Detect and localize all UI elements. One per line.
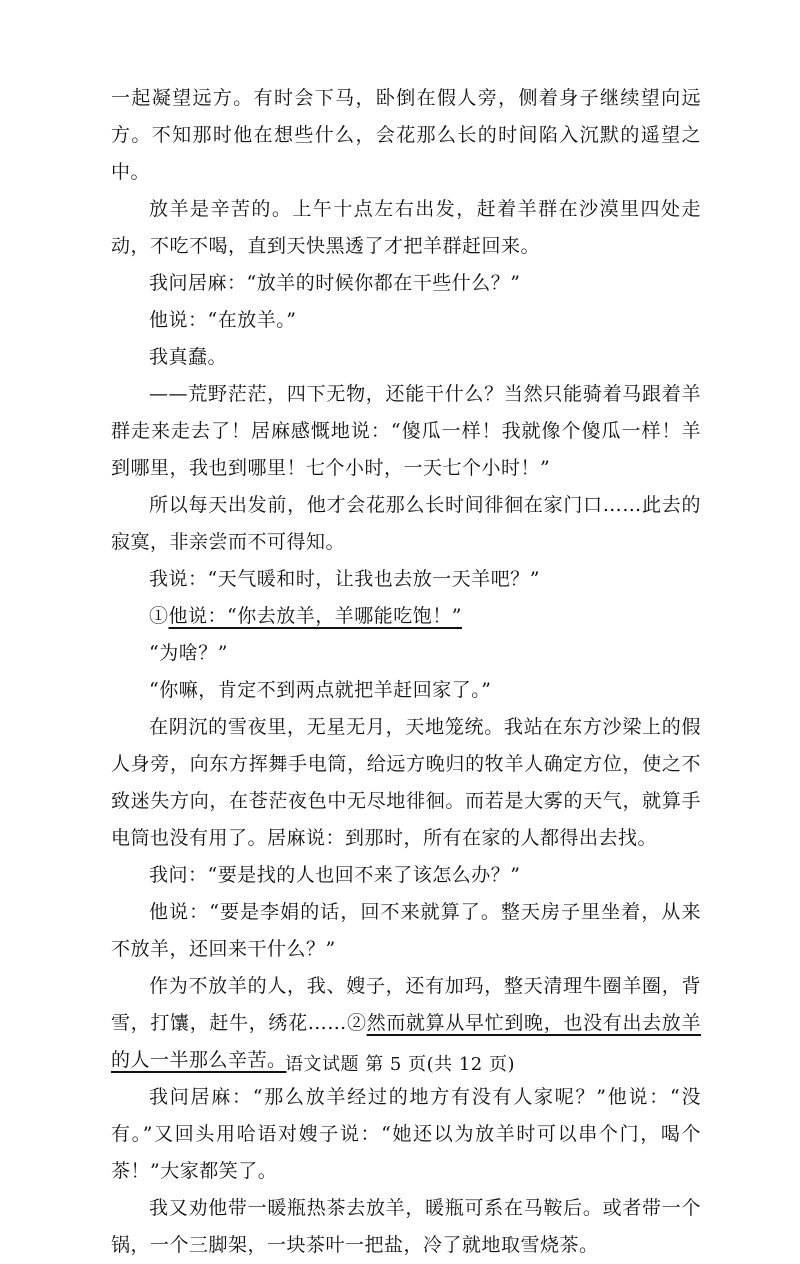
paragraph-11: “你嘛，肯定不到两点就把羊赶回家了。” bbox=[149, 679, 492, 701]
paragraph-6: ——荒野茫茫，四下无物，还能干什么？当然只能骑着马跟着羊群走来走去了！居麻感慨地说：“傻瓜一样！我就像个傻瓜一样！羊到哪里，我也到哪里！七个小时，一天七个小时！” bbox=[111, 383, 701, 479]
paragraph-16: 我问居麻：“那么放羊经过的地方有没有人家呢？”他说：“没有。”又回头用哈语对嫂子说：“她还以为放羊时可以串个门，喝个茶！”大家都笑了。 bbox=[111, 1086, 701, 1182]
paragraph-12: 在阴沉的雪夜里，无星无月，天地笼统。我站在东方沙梁上的假人身旁，向东方挥舞手电筒，给远方晚归的牧羊人确定方位，使之不致迷失方向，在苍茫夜色中无尽地徘徊。而若是大雾的天气，就算手电筒也没有用了。居麻说：到那时，所有在家的人都得出去找。 bbox=[111, 716, 701, 849]
article-body bbox=[111, 80, 701, 1264]
paragraph-10: “为啥？” bbox=[149, 642, 228, 664]
page-footer: 语文试题 第 5 页(共 12 页) bbox=[284, 1054, 515, 1075]
paragraph-2: 放羊是辛苦的。上午十点左右出发，赶着羊群在沙漠里四处走动，不吃不喝，直到天快黑透了才把羊群赶回来。 bbox=[111, 198, 701, 257]
paragraph-8: 我说：“天气暖和时，让我也去放一天羊吧？” bbox=[149, 568, 540, 590]
question-marker-1: ① bbox=[149, 605, 169, 627]
paragraph-1: 一起凝望远方。有时会下马，卧倒在假人旁，侧着身子继续望向远方。不知那时他在想些什么，会花那么长的时间陷入沉默的遥望之中。 bbox=[111, 87, 701, 183]
paragraph-13: 我问：“要是找的人也回不来了该怎么办？” bbox=[149, 864, 521, 886]
paragraph-4: 他说：“在放羊。” bbox=[149, 309, 297, 331]
paragraph-14: 他说：“要是李娟的话，回不来就算了。整天房子里坐着，从来不放羊，还回来干什么？” bbox=[111, 901, 701, 960]
paragraph-7: 所以每天出发前，他才会花那么长时间徘徊在家门口……此去的寂寞，非亲尝而不可得知。 bbox=[111, 494, 701, 553]
paragraph-15-lead: 作为不放羊的人，我、嫂子，还有加玛，整天清理牛圈羊圈，背雪，打馕，赶牛，绣花……② bbox=[111, 975, 701, 1034]
paragraph-5: 我真蠢。 bbox=[149, 346, 228, 368]
paragraph-9 bbox=[111, 598, 701, 635]
underlined-sentence-1: 他说：“你去放羊，羊哪能吃饱！” bbox=[168, 605, 462, 627]
paragraph-3: 我问居麻：“放羊的时候你都在干些什么？” bbox=[149, 272, 521, 294]
paragraph-17: 我又劝他带一暖瓶热茶去放羊，暖瓶可系在马鞍后。或者带一个锅，一个三脚架，一块茶叶一把盐，冷了就地取雪烧茶。 bbox=[111, 1197, 701, 1256]
underlined-sentence-2: 然而就算从早忙到晚，也没有出去放羊的人一半那么辛苦。 bbox=[111, 1012, 701, 1071]
